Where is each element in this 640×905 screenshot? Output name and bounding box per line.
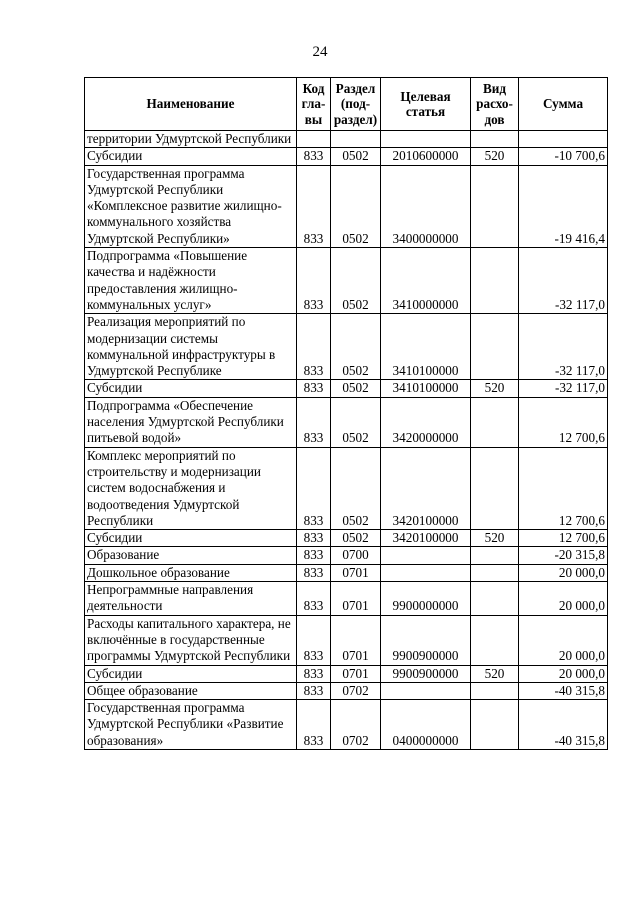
cell-name: территории Удмуртской Республики — [85, 131, 297, 148]
cell-target: 2010600000 — [381, 148, 471, 165]
cell-section: 0502 — [331, 165, 381, 247]
cell-name: Расходы капитального характера, не включённые в государственные программы Удмуртской Республики — [85, 615, 297, 665]
cell-sum — [519, 131, 608, 148]
cell-type — [471, 682, 519, 699]
cell-name: Государственная программа Удмуртской Республики «Комплексное развитие жилищно-коммунального хозяйства Удмуртской Республики» — [85, 165, 297, 247]
table-row — [85, 547, 608, 564]
cell-type — [471, 248, 519, 314]
header-code: Код гла- вы — [297, 78, 331, 131]
header-sum: Сумма — [519, 78, 608, 131]
cell-target: 9900900000 — [381, 615, 471, 665]
cell-code: 833 — [297, 700, 331, 750]
cell-name: Государственная программа Удмуртской Республики «Развитие образования» — [85, 700, 297, 750]
cell-target: 0400000000 — [381, 700, 471, 750]
cell-name: Реализация мероприятий по модернизации системы коммунальной инфраструктуры в Удмуртской Республике — [85, 314, 297, 380]
cell-code: 833 — [297, 564, 331, 581]
cell-section: 0701 — [331, 615, 381, 665]
cell-type — [471, 547, 519, 564]
cell-target: 3410000000 — [381, 248, 471, 314]
cell-sum: 12 700,6 — [519, 447, 608, 529]
table-row — [85, 665, 608, 682]
cell-type: 520 — [471, 148, 519, 165]
table-header-row — [85, 78, 608, 131]
cell-type — [471, 582, 519, 616]
table-row — [85, 682, 608, 699]
cell-sum: -10 700,6 — [519, 148, 608, 165]
cell-section: 0700 — [331, 547, 381, 564]
table-row — [85, 314, 608, 380]
cell-sum: -32 117,0 — [519, 248, 608, 314]
table-row — [85, 582, 608, 616]
cell-name: Субсидии — [85, 530, 297, 547]
cell-target — [381, 547, 471, 564]
cell-name: Общее образование — [85, 682, 297, 699]
cell-sum: -40 315,8 — [519, 700, 608, 750]
cell-name: Субсидии — [85, 148, 297, 165]
cell-code: 833 — [297, 547, 331, 564]
cell-code: 833 — [297, 397, 331, 447]
cell-code: 833 — [297, 682, 331, 699]
cell-code — [297, 131, 331, 148]
cell-type — [471, 700, 519, 750]
cell-target: 3400000000 — [381, 165, 471, 247]
table-row — [85, 700, 608, 750]
cell-name: Субсидии — [85, 665, 297, 682]
cell-sum: 20 000,0 — [519, 615, 608, 665]
cell-sum: -32 117,0 — [519, 314, 608, 380]
cell-code: 833 — [297, 248, 331, 314]
cell-section: 0702 — [331, 682, 381, 699]
cell-type: 520 — [471, 530, 519, 547]
cell-sum: -20 315,8 — [519, 547, 608, 564]
table-row — [85, 530, 608, 547]
header-section: Раздел (под- раздел) — [331, 78, 381, 131]
header-type: Вид расхо- дов — [471, 78, 519, 131]
cell-section: 0701 — [331, 665, 381, 682]
cell-type — [471, 131, 519, 148]
cell-sum: -19 416,4 — [519, 165, 608, 247]
cell-target — [381, 564, 471, 581]
cell-type — [471, 397, 519, 447]
cell-code: 833 — [297, 530, 331, 547]
cell-code: 833 — [297, 380, 331, 397]
cell-sum: 12 700,6 — [519, 397, 608, 447]
cell-sum: -32 117,0 — [519, 380, 608, 397]
cell-target: 3410100000 — [381, 314, 471, 380]
cell-type — [471, 615, 519, 665]
table-row — [85, 165, 608, 247]
table-row — [85, 248, 608, 314]
cell-target: 3410100000 — [381, 380, 471, 397]
cell-type — [471, 564, 519, 581]
header-name: Наименование — [85, 78, 297, 131]
cell-target: 3420100000 — [381, 530, 471, 547]
cell-code: 833 — [297, 447, 331, 529]
budget-table — [84, 77, 608, 750]
cell-section: 0502 — [331, 148, 381, 165]
cell-type — [471, 314, 519, 380]
cell-section: 0502 — [331, 397, 381, 447]
table-row — [85, 615, 608, 665]
cell-section: 0701 — [331, 582, 381, 616]
cell-target: 3420100000 — [381, 447, 471, 529]
cell-name: Комплекс мероприятий по строительству и модернизации систем водоснабжения и водоотведения Удмуртской Республики — [85, 447, 297, 529]
cell-section: 0701 — [331, 564, 381, 581]
cell-target — [381, 682, 471, 699]
cell-name: Подпрограмма «Обеспечение населения Удмуртской Республики питьевой водой» — [85, 397, 297, 447]
cell-target: 3420000000 — [381, 397, 471, 447]
cell-section: 0502 — [331, 248, 381, 314]
cell-code: 833 — [297, 165, 331, 247]
cell-name: Подпрограмма «Повышение качества и надёжности предоставления жилищно-коммунальных услуг» — [85, 248, 297, 314]
table-row — [85, 397, 608, 447]
cell-code: 833 — [297, 314, 331, 380]
cell-target — [381, 131, 471, 148]
cell-name: Субсидии — [85, 380, 297, 397]
table-row — [85, 131, 608, 148]
cell-code: 833 — [297, 148, 331, 165]
cell-code: 833 — [297, 615, 331, 665]
cell-section: 0702 — [331, 700, 381, 750]
cell-target: 9900000000 — [381, 582, 471, 616]
cell-type — [471, 165, 519, 247]
cell-section: 0502 — [331, 380, 381, 397]
table-row — [85, 380, 608, 397]
page-number: 24 — [312, 44, 328, 60]
table-row — [85, 447, 608, 529]
header-target: Целевая статья — [381, 78, 471, 131]
cell-name: Дошкольное образование — [85, 564, 297, 581]
cell-section: 0502 — [331, 314, 381, 380]
cell-sum: -40 315,8 — [519, 682, 608, 699]
cell-sum: 20 000,0 — [519, 564, 608, 581]
cell-section: 0502 — [331, 447, 381, 529]
table-row — [85, 564, 608, 581]
table-row — [85, 148, 608, 165]
cell-code: 833 — [297, 665, 331, 682]
cell-sum: 12 700,6 — [519, 530, 608, 547]
cell-code: 833 — [297, 582, 331, 616]
cell-sum: 20 000,0 — [519, 582, 608, 616]
cell-name: Образование — [85, 547, 297, 564]
cell-sum: 20 000,0 — [519, 665, 608, 682]
cell-section — [331, 131, 381, 148]
cell-name: Непрограммные направления деятельности — [85, 582, 297, 616]
cell-target: 9900900000 — [381, 665, 471, 682]
cell-type: 520 — [471, 665, 519, 682]
cell-type — [471, 447, 519, 529]
cell-section: 0502 — [331, 530, 381, 547]
cell-type: 520 — [471, 380, 519, 397]
